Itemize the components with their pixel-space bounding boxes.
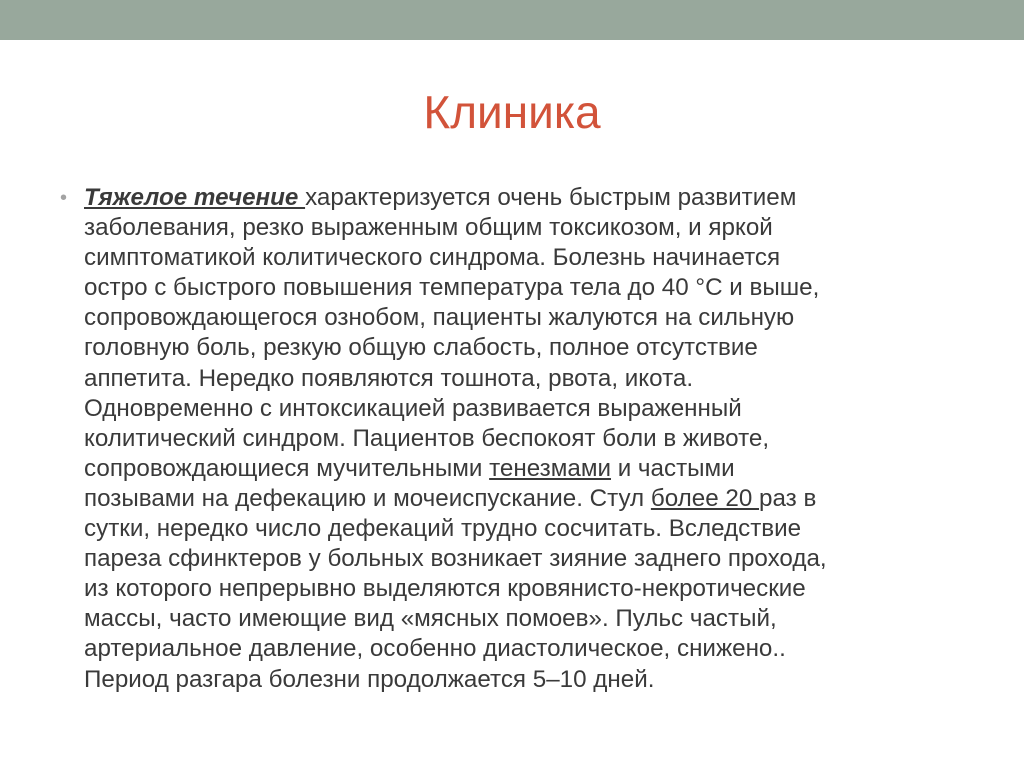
text-segment: и частыми xyxy=(610,454,735,482)
underlined-term: более 20 xyxy=(650,484,760,512)
text-segment: Период разгара болезни продолжается 5–10 дней. xyxy=(84,665,655,693)
text-line xyxy=(84,364,974,394)
text-line xyxy=(84,544,974,574)
text-segment: аппетита. Нередко появляются тошнота, рвота, икота. xyxy=(84,364,694,392)
text-segment: характеризуется очень быстрым развитием xyxy=(305,184,797,211)
text-line xyxy=(84,484,974,514)
text-segment: сопровождающиеся мучительными xyxy=(84,454,490,482)
text-segment: Одновременно с интоксикацией развивается выраженный xyxy=(84,394,742,422)
text-line xyxy=(84,454,974,484)
bullet-item xyxy=(58,183,978,695)
text-line xyxy=(84,604,974,634)
text-line xyxy=(84,183,974,213)
text-segment: головную боль, резкую общую слабость, полное отсутствие xyxy=(84,334,758,362)
text-line xyxy=(84,514,974,544)
underlined-term: тенезмами xyxy=(489,454,611,482)
bullet-marker: • xyxy=(60,187,68,209)
top-accent-bar xyxy=(0,0,1024,40)
text-line xyxy=(84,213,974,243)
emphasized-term: Тяжелое течение xyxy=(84,184,306,211)
text-line xyxy=(84,634,974,664)
text-segment: из которого непрерывно выделяются кровянисто-некротические xyxy=(84,575,806,603)
text-line xyxy=(84,394,974,424)
text-line xyxy=(84,424,974,454)
text-segment: заболевания, резко выраженным общим токсикозом, и яркой xyxy=(84,214,773,242)
text-line xyxy=(84,333,974,363)
text-segment: сутки, нередко число дефекаций трудно сосчитать. Вследствие xyxy=(84,515,802,543)
text-segment: позывами на дефекацию и мочеиспускание. Стул xyxy=(84,484,651,512)
text-line xyxy=(84,303,974,333)
text-segment: колитический синдром. Пациентов беспокоят боли в животе, xyxy=(84,424,770,452)
slide-content xyxy=(58,183,978,695)
text-segment: пареза сфинктеров у больных возникает зияние заднего прохода, xyxy=(84,545,827,573)
text-segment: раз в xyxy=(759,484,817,512)
text-segment: сопровождающегося ознобом, пациенты жалуются на сильную xyxy=(84,304,795,332)
text-segment: артериальное давление, особенно диастолическое, снижено.. xyxy=(84,635,786,663)
text-line xyxy=(84,243,974,273)
text-segment: симптоматикой колитического синдрома. Болезнь начинается xyxy=(84,244,781,272)
slide-title: Клиника xyxy=(423,86,601,138)
text-line xyxy=(84,574,974,604)
bullet-text xyxy=(84,183,974,695)
text-line xyxy=(84,273,974,303)
text-segment: массы, часто имеющие вид «мясных помоев». Пульс частый, xyxy=(84,605,777,633)
text-line xyxy=(84,665,974,695)
text-segment: остро с быстрого повышения температура тела до 40 °С и выше, xyxy=(84,274,820,302)
